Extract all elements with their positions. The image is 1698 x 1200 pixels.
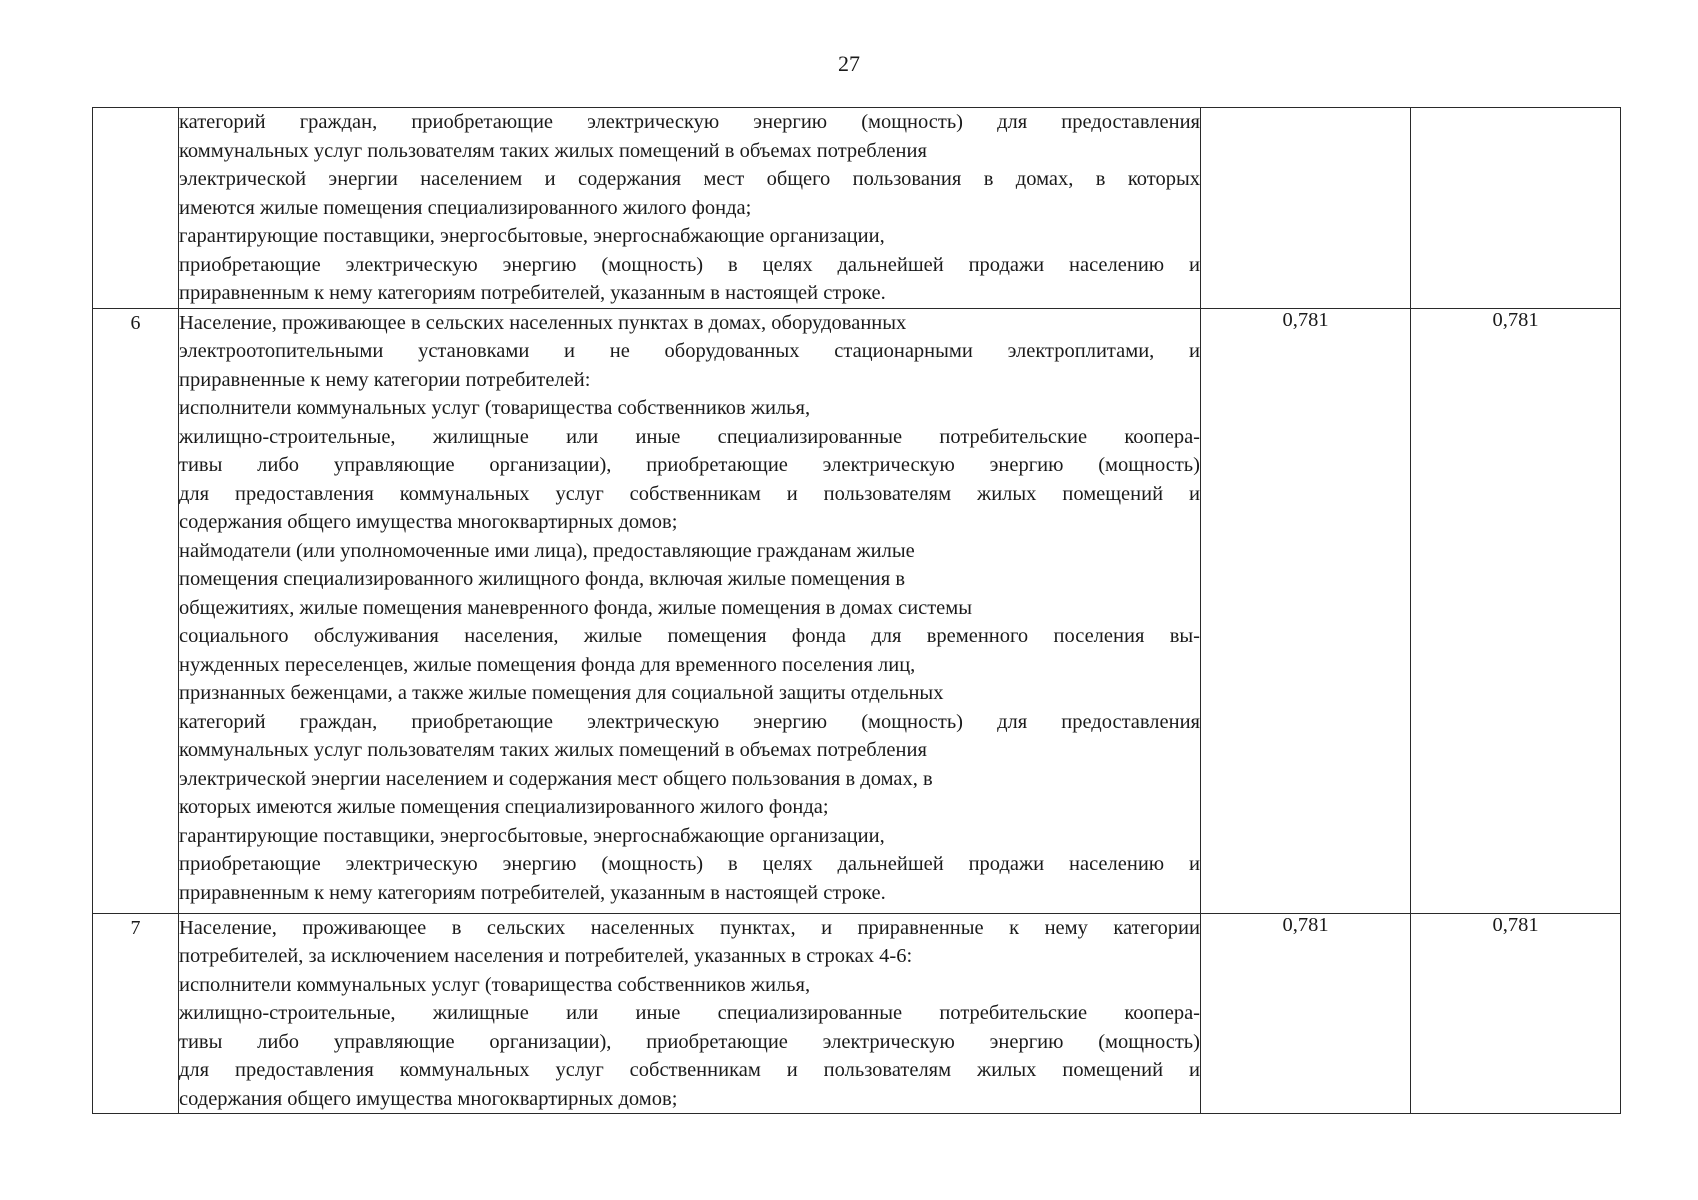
text-line: электрической энергии населением и содержания мест общего пользования в домах, в которых: [179, 168, 1200, 190]
value-cell-1: 0,781: [1201, 308, 1411, 913]
text-line: Население, проживающее в сельских населенных пунктах в домах, оборудованных: [179, 311, 907, 334]
value-cell-1: [1201, 108, 1411, 309]
text-line: жилищно-строительные, жилищные или иные специализированные потребительские коопера-: [179, 425, 1200, 448]
text-line: гарантирующие поставщики, энергосбытовые, энергоснабжающие организации,: [179, 824, 885, 847]
row-description-cell: [179, 308, 1201, 913]
table-row: [93, 913, 1621, 1114]
table-row: [93, 108, 1621, 309]
text-line: помещения специализированного жилищного фонда, включая жилые помещения в: [179, 568, 905, 590]
text-line: содержания общего имущества многоквартирных домов;: [179, 1087, 678, 1110]
row-description-cell: [179, 108, 1201, 309]
text-line: коммунальных услуг пользователям таких жилых помещений в объемах потребления: [179, 739, 927, 761]
text-line: приравненным к нему категориям потребителей, указанным в настоящей строке.: [179, 282, 886, 304]
text-line: гарантирующие поставщики, энергосбытовые, энергоснабжающие организации,: [179, 225, 885, 247]
text-line: исполнители коммунальных услуг (товарищества собственников жилья,: [179, 397, 811, 419]
value-cell-1: 0,781: [1201, 913, 1411, 1114]
text-line: электроотопительными установками и не оборудованных стационарными электроплитами, и: [179, 340, 1200, 362]
text-line: для предоставления коммунальных услуг собственникам и пользователям жилых помещений и: [179, 482, 1200, 505]
text-line: потребителей, за исключением населения и потребителей, указанных в строках 4-6:: [179, 945, 913, 967]
text-line: имеются жилые помещения специализированного жилого фонда;: [179, 196, 752, 219]
text-line: приобретающие электрическую энергию (мощность) в целях дальнейшей продажи населению и: [179, 853, 1200, 875]
text-line: для предоставления коммунальных услуг собственникам и пользователям жилых помещений и: [179, 1059, 1200, 1081]
text-line: электрической энергии населением и содержания мест общего пользования в домах, в: [179, 767, 933, 790]
row-number-cell: 6: [93, 308, 179, 913]
row-number-cell: 7: [93, 913, 179, 1114]
text-line: приравненным к нему категориям потребителей, указанным в настоящей строке.: [179, 881, 886, 904]
table-row: [93, 308, 1621, 913]
text-line: содержания общего имущества многоквартирных домов;: [179, 511, 678, 533]
text-line: жилищно-строительные, жилищные или иные специализированные потребительские коопера-: [179, 1002, 1200, 1024]
row-description-cell: [179, 913, 1201, 1114]
text-line: тивы либо управляющие организации), приобретающие электрическую энергию (мощность): [179, 454, 1200, 476]
text-line: нужденных переселенцев, жилые помещения фонда для временного поселения лиц,: [179, 653, 916, 676]
text-line: Население, проживающее в сельских населенных пунктах, и приравненные к нему категории: [179, 916, 1200, 939]
text-line: тивы либо управляющие организации), приобретающие электрическую энергию (мощность): [179, 1030, 1200, 1053]
tariff-table: [92, 107, 1621, 1114]
row-number-cell: [93, 108, 179, 309]
value-cell-2: 0,781: [1411, 308, 1621, 913]
page-number: 27: [838, 51, 860, 76]
value-cell-2: [1411, 108, 1621, 309]
text-line: признанных беженцами, а также жилые помещения для социальной защиты отдельных: [179, 682, 944, 704]
text-line: социального обслуживания населения, жилые помещения фонда для временного поселения вы-: [179, 625, 1200, 647]
text-line: наймодатели (или уполномоченные ими лица), предоставляющие гражданам жилые: [179, 539, 915, 562]
text-line: категорий граждан, приобретающие электрическую энергию (мощность) для предоставления: [179, 710, 1200, 733]
text-line: категорий граждан, приобретающие электрическую энергию (мощность) для предоставления: [179, 111, 1200, 133]
text-line: которых имеются жилые помещения специализированного жилого фонда;: [179, 796, 829, 818]
text-line: исполнители коммунальных услуг (товарищества собственников жилья,: [179, 973, 811, 996]
text-line: общежитиях, жилые помещения маневренного фонда, жилые помещения в домах системы: [179, 596, 972, 619]
text-line: приравненные к нему категории потребителей:: [179, 368, 591, 391]
value-cell-2: 0,781: [1411, 913, 1621, 1114]
text-line: коммунальных услуг пользователям таких жилых помещений в объемах потребления: [179, 139, 927, 162]
text-line: приобретающие электрическую энергию (мощность) в целях дальнейшей продажи населению и: [179, 253, 1200, 276]
